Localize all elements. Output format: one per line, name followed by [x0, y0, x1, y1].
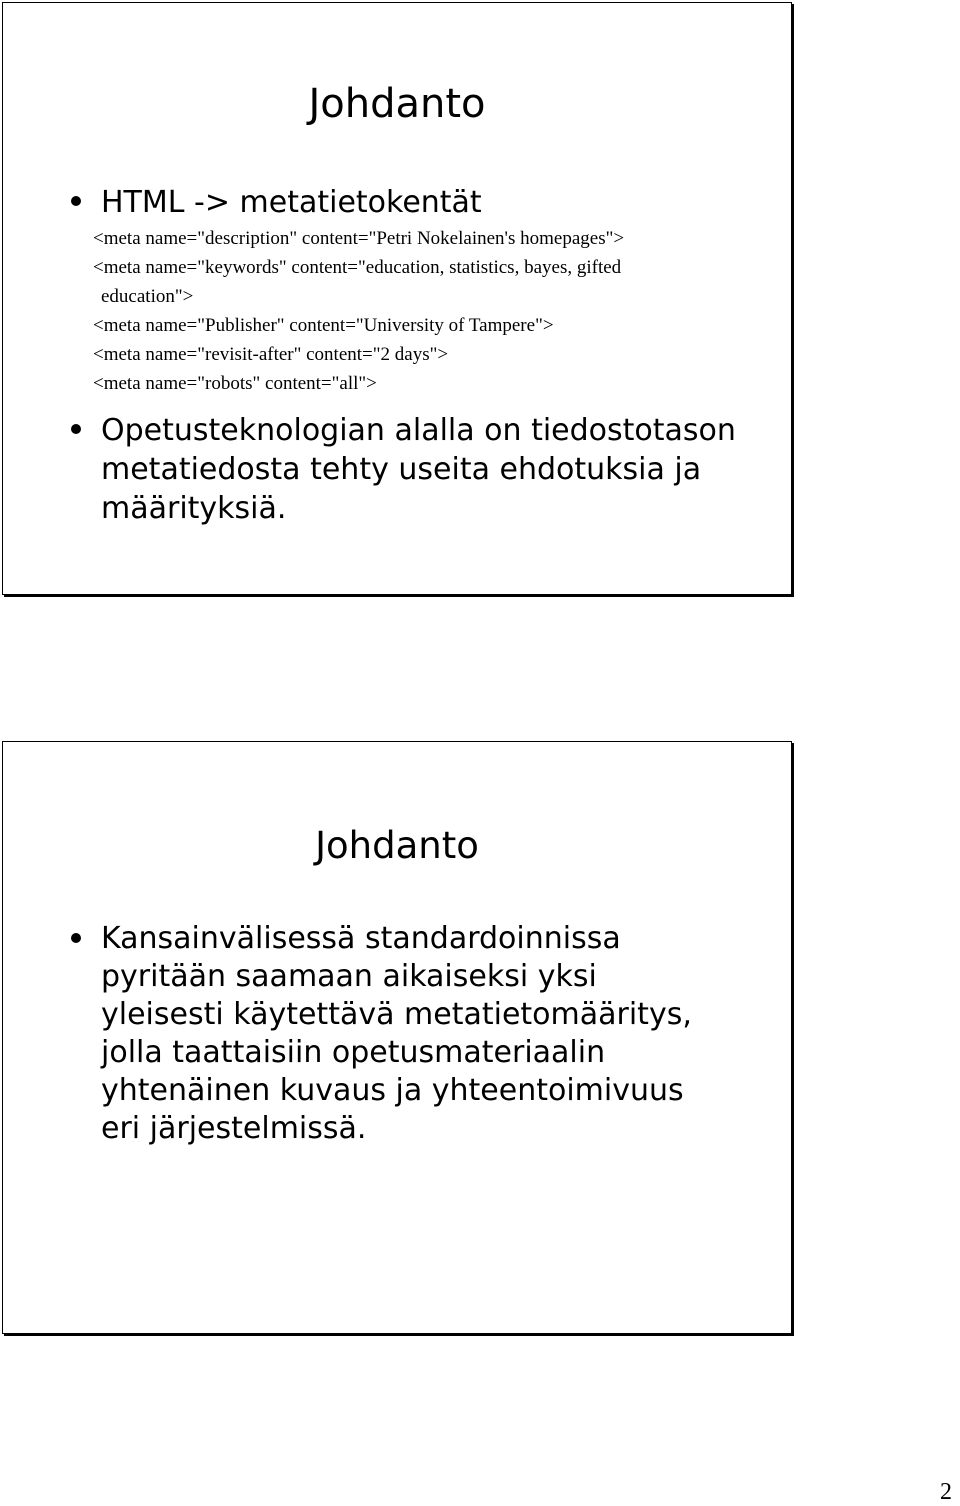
bullet-icon — [71, 933, 81, 943]
bullet-line: eri järjestelmissä. — [101, 1111, 367, 1146]
meta-line: <meta name="keywords" content="education, statistics, bayes, gifted — [93, 257, 622, 278]
bullet-line: jolla taattaisiin opetusmateriaalin — [101, 1035, 606, 1070]
slide-1-bullet-opetusteknologia — [71, 411, 781, 528]
slide-1-title: Johdanto — [308, 81, 486, 127]
bullet-text: HTML -> metatietokentät — [101, 185, 482, 220]
bullet-line: yhtenäinen kuvaus ja yhteentoimivuus — [101, 1073, 684, 1108]
meta-tag-examples — [93, 224, 783, 398]
page-number: 2 — [940, 1479, 952, 1505]
meta-line: <meta name="robots" content="all"> — [93, 373, 377, 394]
bullet-text — [101, 920, 781, 1148]
bullet-line: Kansainvälisessä standardoinnissa — [101, 921, 621, 956]
meta-line: <meta name="description" content="Petri Nokelainen's homepages"> — [93, 228, 625, 249]
bullet-text: Opetusteknologian alalla on tiedostotason metatiedosta tehty useita ehdotuksia ja määrityksiä. — [101, 413, 736, 526]
bullet-line: pyritään saamaan aikaiseksi yksi — [101, 959, 597, 994]
slide-2 — [2, 741, 792, 1334]
meta-line: <meta name="revisit-after" content="2 days"> — [93, 344, 449, 365]
bullet-icon — [71, 424, 81, 434]
slide-2-bullet-standardointi — [71, 920, 781, 1148]
bullet-icon — [71, 196, 81, 206]
slide-2-title: Johdanto — [315, 824, 479, 867]
slide-1 — [2, 2, 792, 595]
bullet-line: yleisesti käytettävä metatietomääritys, — [101, 997, 692, 1032]
slide-1-bullet-html-meta — [71, 183, 781, 222]
meta-line: education"> — [101, 286, 194, 307]
meta-line: <meta name="Publisher" content="University of Tampere"> — [93, 315, 554, 336]
